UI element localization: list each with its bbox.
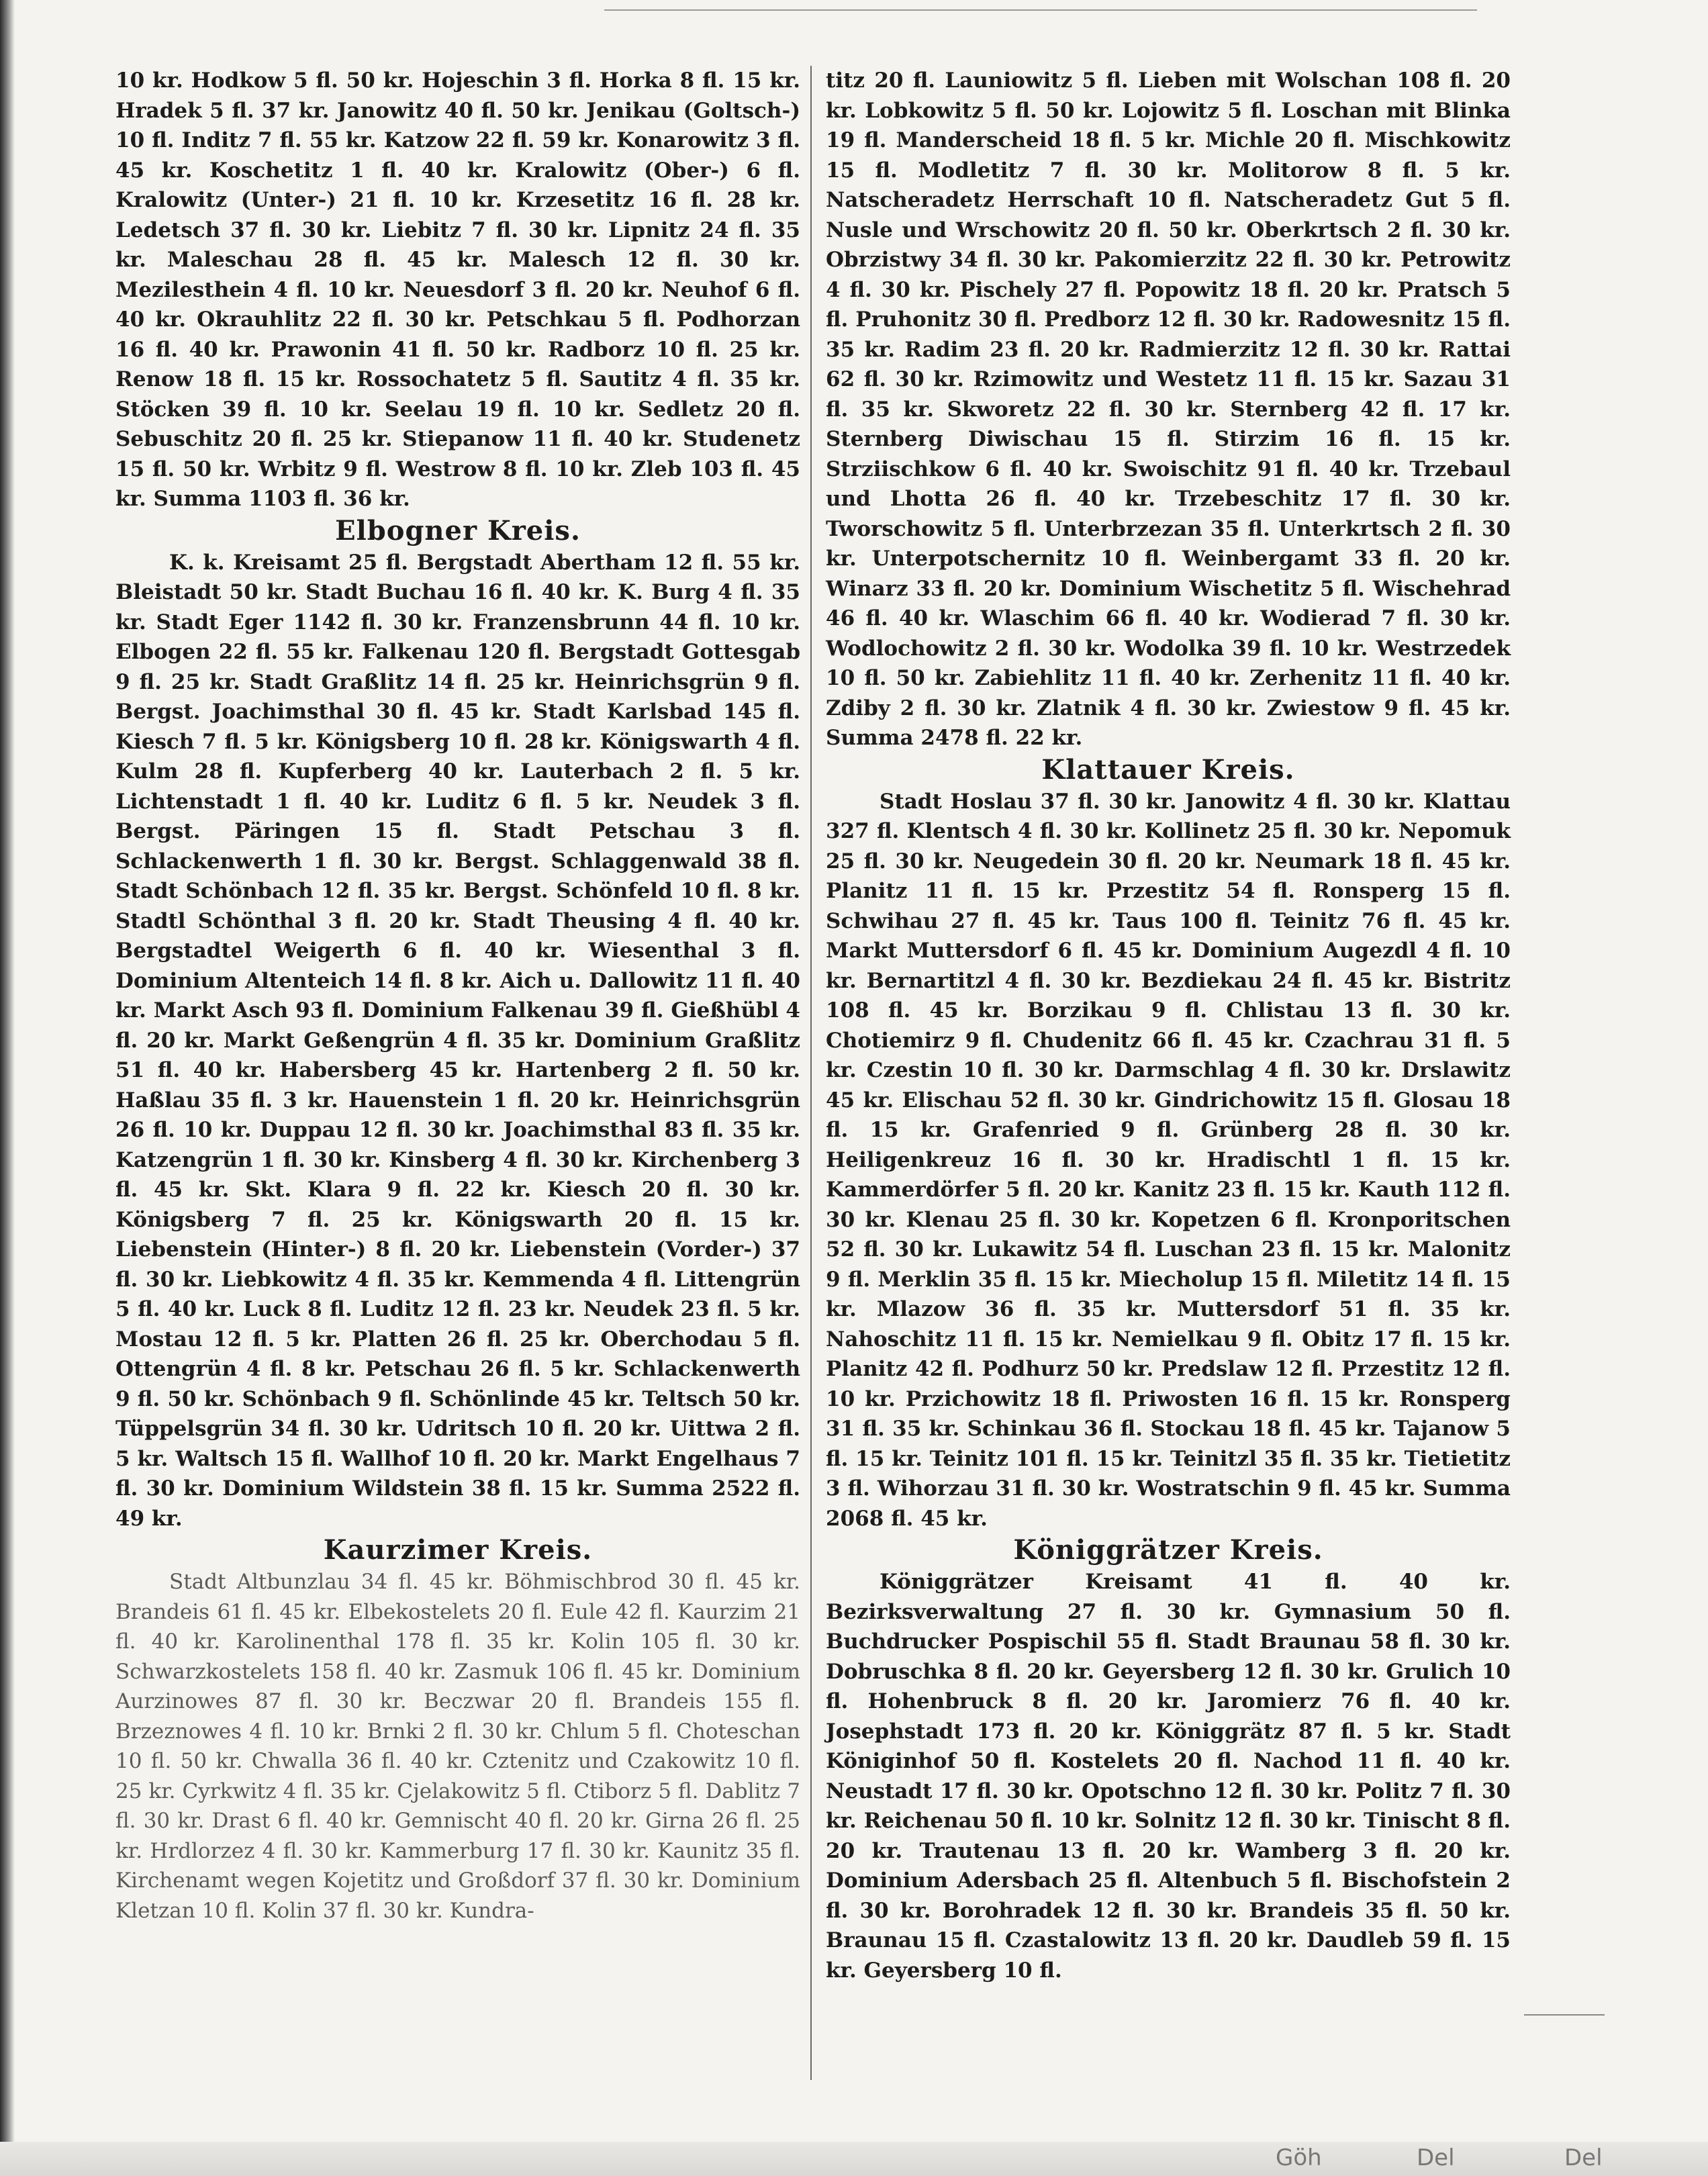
klattauer-kreis-paragraph: Stadt Hoslau 37 fl. 30 kr. Janowitz 4 fl. 30 kr. Klattau 327 fl. Klentsch 4 fl. 30 kr. Kollinetz 25 fl. 30 kr. Nepomuk 25 fl. 30 kr. Neugedein 30 fl. 20 kr. Neumark 18 fl. 45 kr. Planitz 11 fl. 15 kr. Przestitz 54 fl. Ronsperg 15 fl. Schwihau 27 fl. 45 kr. Taus 100 fl. Teinitz 76 fl. 45 kr. Markt Muttersdorf 6 fl. 45 kr. Dominium Augezdl 4 fl. 10 kr. Bernartitzl 4 fl. 30 kr. Bezdiekau 24 fl. 45 kr. Bistritz 108 fl. 45 kr. Borzikau 9 fl. Chlistau 13 fl. 30 kr. Chotiemirz 9 fl. Chudenitz 66 fl. 45 kr. Czachrau 31 fl. 5 kr. Czestin 10 fl. 30 kr. Darmschlag 4 fl. 30 kr. Drslawitz 45 kr. Elischau 52 fl. 30 kr. Gindrichowitz 15 fl. Glosau 18 fl. 15 kr. Grafenried 9 fl. Grünberg 28 fl. 30 kr. Heiligenkreuz 16 fl. 30 kr. Hradischtl 1 fl. 15 kr. Kammerdörfer 5 fl. 20 kr. Kanitz 23 fl. 15 kr. Kauth 112 fl. 30 kr. Klenau 25 fl. 30 kr. Kopetzen 6 fl. Kronporitschen 52 fl. 30 kr. Lukawitz 54 fl. Luschan 23 fl. 15 kr. Malonitz 9 fl. Merklin 35 fl. 15 kr. Miecholup 15 fl. Miletitz 14 fl. 15 kr. Mlazow 36 fl. 35 kr. Muttersdorf 51 fl. 35 kr. Nahoschitz 11 fl. 15 kr. Nemielkau 9 fl. Obitz 17 fl. 15 kr. Planitz 42 fl. Podhurz 50 kr. Predslaw 12 fl. Przestitz 12 fl. 10 kr. Przichowitz 18 fl. Priwosten 16 fl. 15 kr. Ronsperg 31 fl. 35 kr. Schinkau 36 fl. Stockau 18 fl. 45 kr. Tajanow 5 fl. 15 kr. Teinitz 101 fl. 15 kr. Teinitzl 35 fl. 35 kr. Tietietitz 3 fl. Wihorzau 31 fl. 30 kr. Wostratschin 9 fl. 45 kr. Summa 2068 fl. 45 kr. [826,789,1511,1531]
bleed-text-3: Del [1564,2144,1603,2171]
koeniggraetzer-kreis-paragraph: Königgrätzer Kreisamt 41 fl. 40 kr. Bezirksverwaltung 27 fl. 30 kr. Gymnasium 50 fl. Buchdrucker Pospischil 55 fl. Stadt Braunau 58 fl. 30 kr. Dobruschka 8 fl. 20 kr. Geyersberg 12 fl. 30 kr. Grulich 10 fl. Hohenbruck 8 fl. 20 kr. Jaromierz 76 fl. 40 kr. Josephstadt 173 fl. 20 kr. Königgrätz 87 fl. 5 kr. Stadt Königinhof 50 fl. Kostelets 20 fl. Nachod 11 fl. 40 kr. Neustadt 17 fl. 30 kr. Opotschno 12 fl. 30 kr. Politz 7 fl. 30 kr. Reichenau 50 fl. 10 kr. Solnitz 12 fl. 30 kr. Tinischt 8 fl. 20 kr. Trautenau 13 fl. 20 kr. Wamberg 3 fl. 20 kr. Dominium Adersbach 25 fl. Altenbuch 5 fl. Bischofstein 2 fl. 30 kr. Borohradek 12 fl. 30 kr. Brandeis 35 fl. 50 kr. Braunau 15 fl. Czastalowitz 13 fl. 20 kr. Daudleb 59 fl. 15 kr. Geyersberg 10 fl. [826,1570,1511,1983]
bottom-bleed-strip [0,2142,1708,2176]
heading-klattauer-kreis: Klattauer Kreis. [1041,753,1295,786]
bleed-text-1: Göh [1276,2144,1322,2171]
heading-kaurzimer-kreis: Kaurzimer Kreis. [323,1534,593,1566]
right-column [826,66,1511,1985]
top-rule [604,9,1477,11]
left-column [115,66,800,1926]
kaurzimer-continuation-paragraph: titz 20 fl. Launiowitz 5 fl. Lieben mit Wolschan 108 fl. 20 kr. Lobkowitz 5 fl. 50 kr. Lojowitz 5 fl. Loschan mit Blinka 19 fl. Manderscheid 18 fl. 5 kr. Michle 20 fl. Mischkowitz 15 fl. Modletitz 7 fl. 30 kr. Molitorow 8 fl. 5 kr. Natscheradetz Herrschaft 10 fl. Natscheradetz Gut 5 fl. Nusle und Wrschowitz 20 fl. 50 kr. Oberkrtsch 2 fl. 30 kr. Obrzistwy 34 fl. 30 kr. Pakomierzitz 22 fl. 30 kr. Petrowitz 4 fl. 30 kr. Pischely 27 fl. Popowitz 18 fl. 20 kr. Pratsch 5 fl. Pruhonitz 30 fl. Predborz 12 fl. 30 kr. Radowesnitz 15 fl. 35 kr. Radim 23 fl. 20 kr. Radmierzitz 12 fl. 30 kr. Rattai 62 fl. 30 kr. Rzimowitz und Westetz 11 fl. 15 kr. Sazau 31 fl. 35 kr. Skworetz 22 fl. 30 kr. Sternberg 42 fl. 17 kr. Sternberg Diwischau 15 fl. Stirzim 16 fl. 15 kr. Strziischkow 6 fl. 40 kr. Swoischitz 91 fl. 40 kr. Trzebaul und Lhotta 26 fl. 40 kr. Trzebeschitz 17 fl. 30 kr. Tworschowitz 5 fl. Unterbrzezan 35 fl. Unterkrtsch 2 fl. 30 kr. Unterpotschernitz 10 fl. Weinbergamt 33 fl. 20 kr. Winarz 33 fl. 20 kr. Dominium Wischetitz 5 fl. Wischehrad 46 fl. 40 kr. Wlaschim 66 fl. 40 kr. Wodierad 7 fl. 30 kr. Wodlochowitz 2 fl. 30 kr. Wodolka 39 fl. 10 kr. Westrzedek 10 fl. 50 kr. Zabiehlitz 11 fl. 40 kr. Zerhenitz 11 fl. 40 kr. Zdiby 2 fl. 30 kr. Zlatnik 4 fl. 30 kr. Zwiestow 9 fl. 45 kr. Summa 2478 fl. 22 kr. [826,68,1511,750]
heading-elbogner-kreis: Elbogner Kreis. [335,514,581,547]
bleed-text-2: Del [1417,2144,1455,2171]
kaurzimer-kreis-paragraph: Stadt Altbunzlau 34 fl. 45 kr. Böhmischbrod 30 fl. 45 kr. Brandeis 61 fl. 45 kr. Elbekostelets 20 fl. Eule 42 fl. Kaurzim 21 fl. 40 kr. Karolinenthal 178 fl. 35 kr. Kolin 105 fl. 30 kr. Schwarzkostelets 158 fl. 40 kr. Zasmuk 106 fl. 45 kr. Dominium Aurzinowes 87 fl. 30 kr. Beczwar 20 fl. Brandeis 155 fl. Brzeznowes 4 fl. 10 kr. Brnki 2 fl. 30 kr. Chlum 5 fl. Choteschan 10 fl. 50 kr. Chwalla 36 fl. 40 kr. Cztenitz und Czakowitz 10 fl. 25 kr. Cyrkwitz 4 fl. 35 kr. Cjelakowitz 5 fl. Ctiborz 5 fl. Dablitz 7 fl. 30 kr. Drast 6 fl. 40 kr. Gemnischt 40 fl. 20 kr. Girna 26 fl. 25 kr. Hrdlorzez 4 fl. 30 kr. Kammerburg 17 fl. 30 kr. Kaunitz 35 fl. Kirchenamt wegen Kojetitz und Großdorf 37 fl. 30 kr. Dominium Kletzan 10 fl. Kolin 37 fl. 30 kr. Kundra- [115,1570,800,1923]
kaurzim-continuation-paragraph: 10 kr. Hodkow 5 fl. 50 kr. Hojeschin 3 fl. Horka 8 fl. 15 kr. Hradek 5 fl. 37 kr. Janowitz 40 fl. 50 kr. Jenikau (Goltsch-) 10 fl. Inditz 7 fl. 55 kr. Katzow 22 fl. 59 kr. Konarowitz 3 fl. 45 kr. Koschetitz 1 fl. 40 kr. Kralowitz (Ober-) 6 fl. Kralowitz (Unter-) 21 fl. 10 kr. Krzesetitz 16 fl. 28 kr. Ledetsch 37 fl. 30 kr. Liebitz 7 fl. 30 kr. Lipnitz 24 fl. 35 kr. Maleschau 28 fl. 45 kr. Malesch 12 fl. 30 kr. Mezilesthein 4 fl. 10 kr. Neuesdorf 3 fl. 20 kr. Neuhof 6 fl. 40 kr. Okrauhlitz 22 fl. 30 kr. Petschkau 5 fl. Podhorzan 16 fl. 40 kr. Prawonin 41 fl. 50 kr. Radborz 10 fl. 25 kr. Renow 18 fl. 15 kr. Rossochatetz 5 fl. Sautitz 4 fl. 35 kr. Stöcken 39 fl. 10 kr. Seelau 19 fl. 10 kr. Sedletz 20 fl. Sebuschitz 20 fl. 25 kr. Stiepanow 11 fl. 40 kr. Studenetz 15 fl. 50 kr. Wrbitz 9 fl. Westrow 8 fl. 10 kr. Zleb 103 fl. 45 kr. Summa 1103 fl. 36 kr. [115,68,800,511]
page-binding-shadow [0,0,15,2176]
column-divider [810,66,812,2080]
elbogner-kreis-paragraph: K. k. Kreisamt 25 fl. Bergstadt Abertham 12 fl. 55 kr. Bleistadt 50 kr. Stadt Buchau 16 fl. 40 kr. K. Burg 4 fl. 35 kr. Stadt Eger 1142 fl. 30 kr. Franzensbrunn 44 fl. 10 kr. Elbogen 22 fl. 55 kr. Falkenau 120 fl. Bergstadt Gottesgab 9 fl. 25 kr. Stadt Graßlitz 14 fl. 25 kr. Heinrichsgrün 9 fl. Bergst. Joachimsthal 30 fl. 45 kr. Stadt Karlsbad 145 fl. Kiesch 7 fl. 5 kr. Königsberg 10 fl. 28 kr. Königswarth 4 fl. Kulm 28 fl. Kupferberg 40 kr. Lauterbach 2 fl. 5 kr. Lichtenstadt 1 fl. 40 kr. Luditz 6 fl. 5 kr. Neudek 3 fl. Bergst. Päringen 15 fl. Stadt Petschau 3 fl. Schlackenwerth 1 fl. 30 kr. Bergst. Schlaggenwald 38 fl. Stadt Schönbach 12 fl. 35 kr. Bergst. Schönfeld 10 fl. 8 kr. Stadtl Schönthal 3 fl. 20 kr. Stadt Theusing 4 fl. 40 kr. Bergstadtel Weigerth 6 fl. 40 kr. Wiesenthal 3 fl. Dominium Altenteich 14 fl. 8 kr. Aich u. Dallowitz 11 fl. 40 kr. Markt Asch 93 fl. Dominium Falkenau 39 fl. Gießhübl 4 fl. 20 kr. Markt Geßengrün 4 fl. 35 kr. Dominium Graßlitz 51 fl. 40 kr. Habersberg 45 kr. Hartenberg 2 fl. 50 kr. Haßlau 35 fl. 3 kr. Hauenstein 1 fl. 20 kr. Heinrichsgrün 26 fl. 10 kr. Duppau 12 fl. 30 kr. Joachimsthal 83 fl. 35 kr. Katzengrün 1 fl. 30 kr. Kinsberg 4 fl. 30 kr. Kirchenberg 3 fl. 45 kr. Skt. Klara 9 fl. 22 kr. Kiesch 20 fl. 30 kr. Königsberg 7 fl. 25 kr. Königswarth 20 fl. 15 kr. Liebenstein (Hinter-) 8 fl. 20 kr. Liebenstein (Vorder-) 37 fl. 30 kr. Liebkowitz 4 fl. 35 kr. Kemmenda 4 fl. Littengrün 5 fl. 40 kr. Luck 8 fl. Luditz 12 fl. 23 kr. Neudek 23 fl. 5 kr. Mostau 12 fl. 5 kr. Platten 26 fl. 25 kr. Oberchodau 5 fl. Ottengrün 4 fl. 8 kr. Petschau 26 fl. 5 kr. Schlackenwerth 9 fl. 50 kr. Schönbach 9 fl. Schönlinde 45 kr. Teltsch 50 kr. Tüppelsgrün 34 fl. 30 kr. Udritsch 10 fl. 20 kr. Uittwa 2 fl. 5 kr. Waltsch 15 fl. Wallhof 10 fl. 20 kr. Markt Engelhaus 7 fl. 30 kr. Dominium Wildstein 38 fl. 15 kr. Summa 2522 fl. 49 kr. [115,550,800,1531]
heading-koeniggraetzer-kreis: Königgrätzer Kreis. [1013,1534,1323,1566]
edge-mark [1524,2014,1605,2016]
